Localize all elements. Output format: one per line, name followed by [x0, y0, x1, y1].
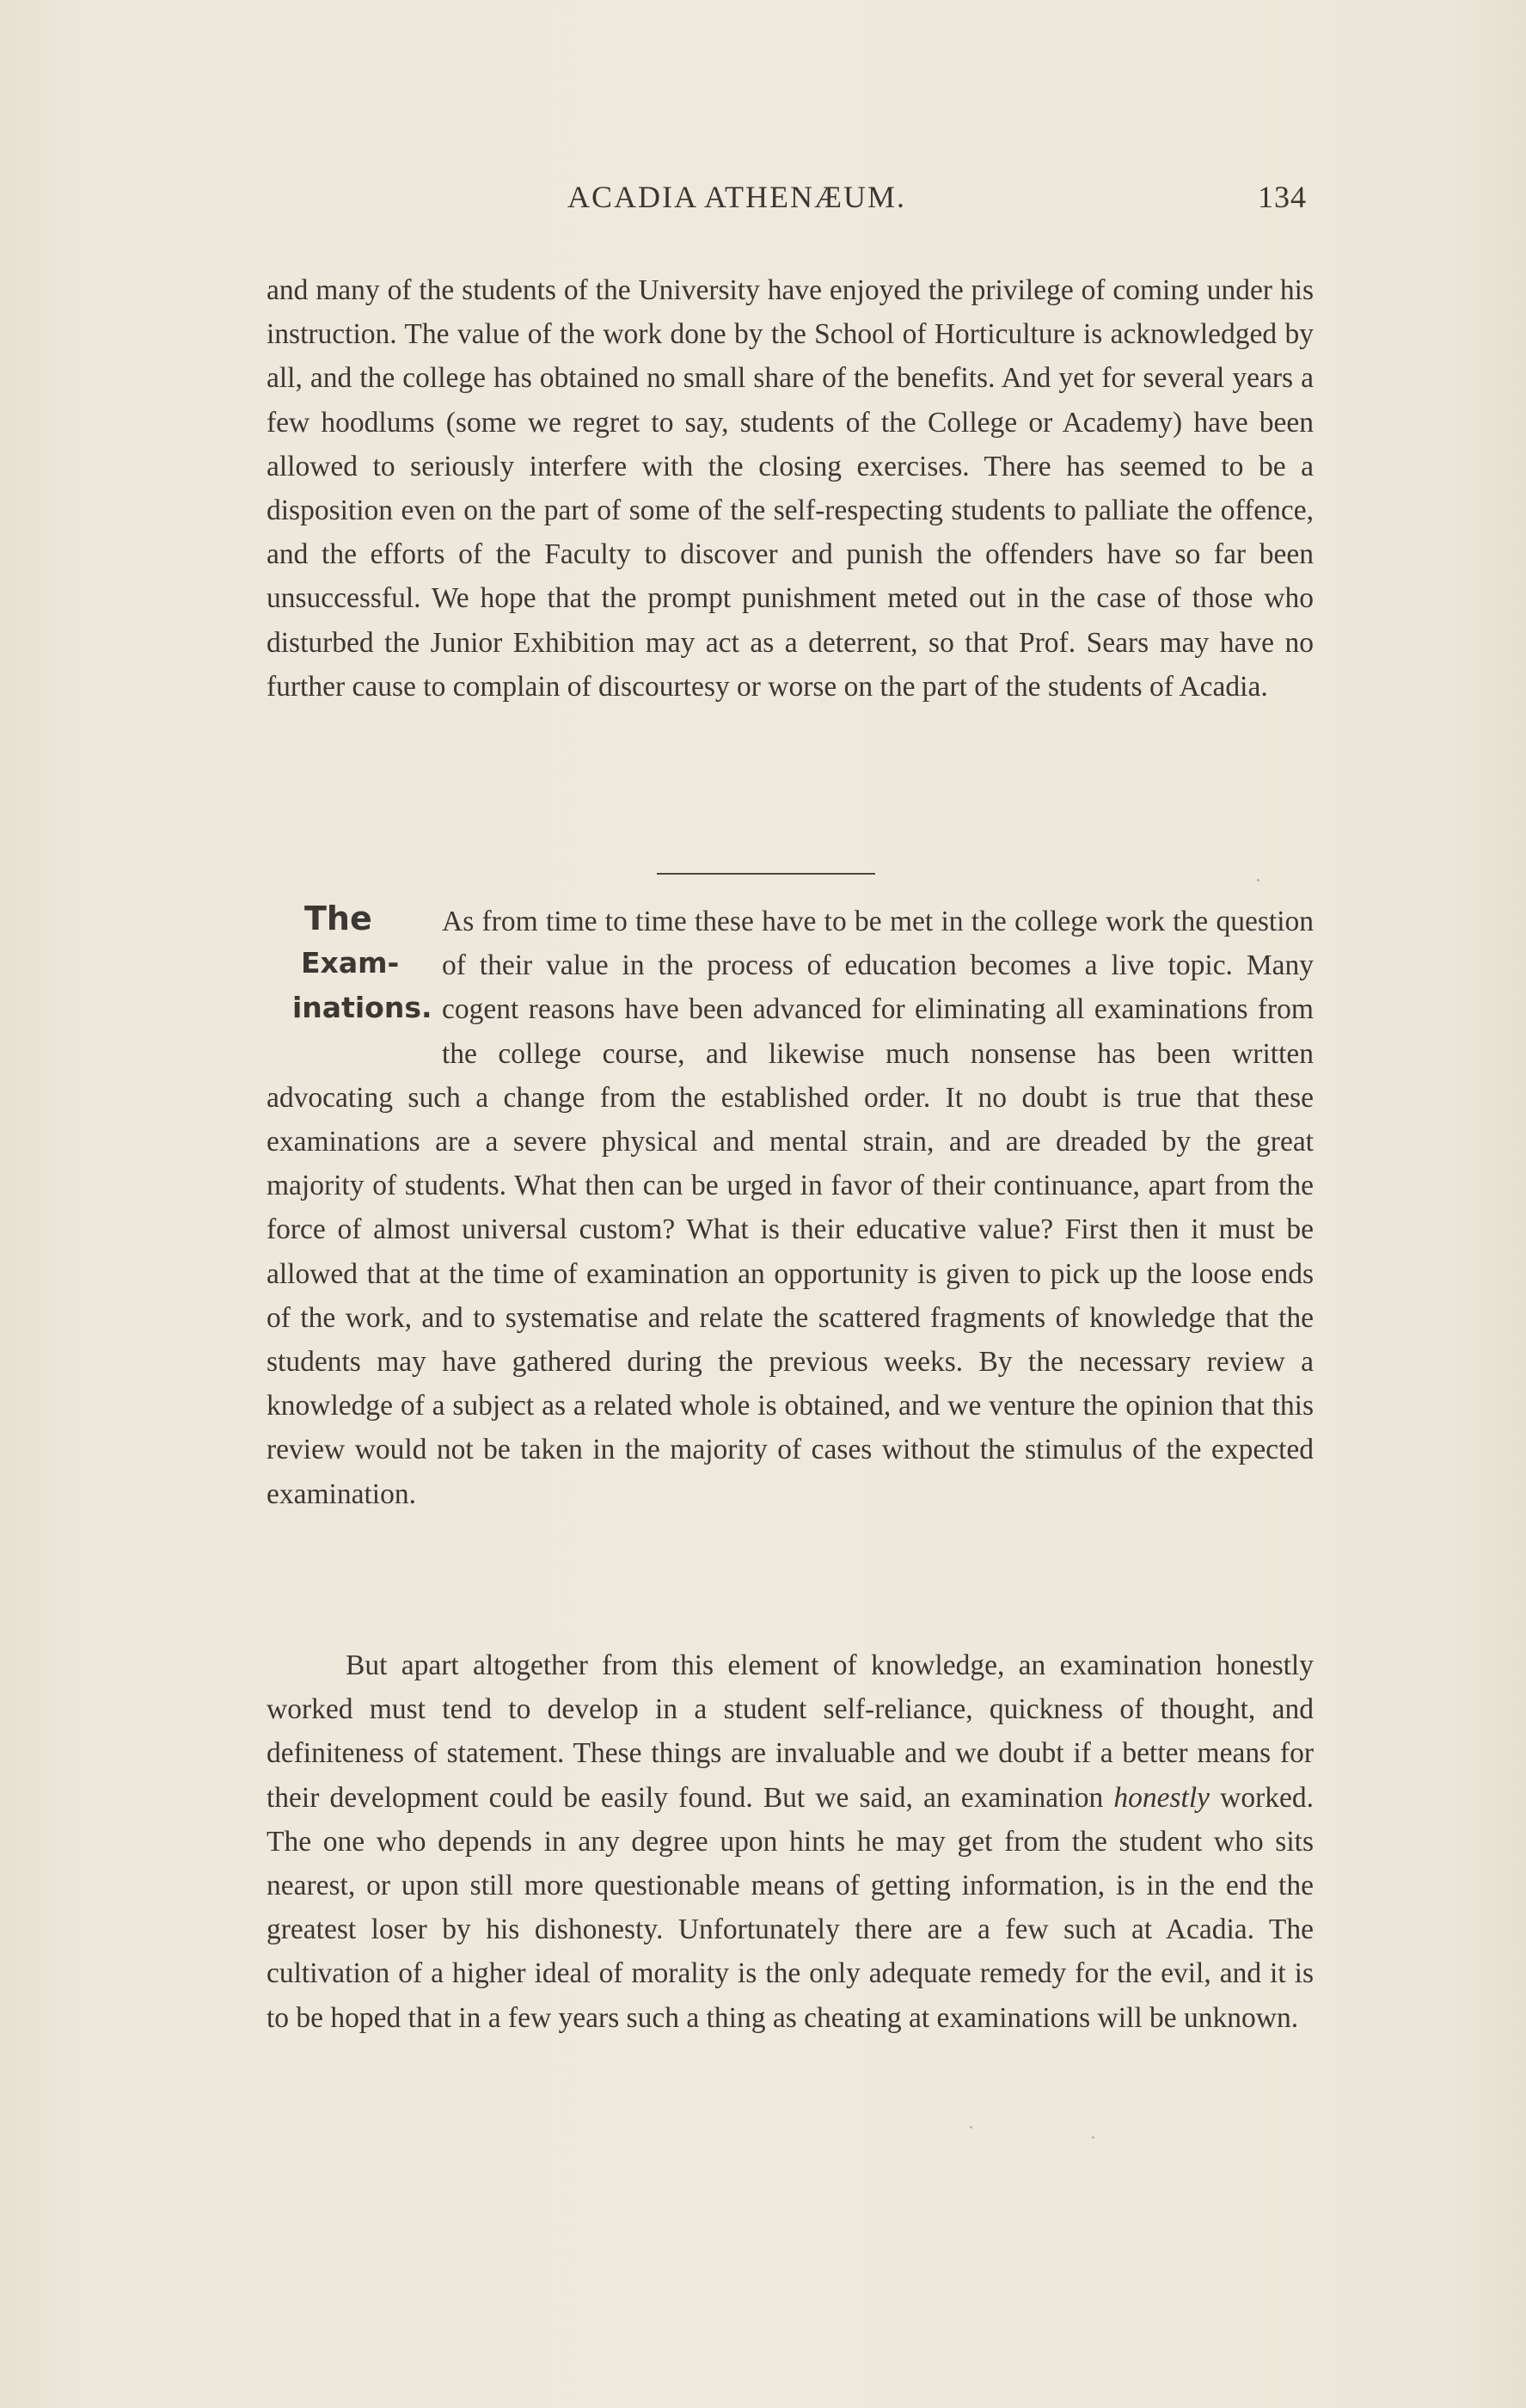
paragraph-text: As from time to time these have to be met in the college work the question of their value in the process of education becomes a live topic. Many cogent reasons have been advanced for eliminating all examinations from the college course, and likewise much nonsense has been written advocating such a change from the established order. It no doubt is true that these examinations are a severe physical and mental strain, and are dreaded by the great majority of students. What then can be urged in favor of their continuance, apart from the force of almost universal custom? What is their educative value? First then it must be allowed that at the time of examination an opportunity is given to pick up the loose ends of the work, and to systematise and relate the scattered fragments of knowledge that the students may have gathered during the previous weeks. By the necessary review a knowledge of a subject as a related whole is obtained, and we venture the opinion that this review would not be taken in the majority of cases without the stimulus of the expected examination. [267, 906, 1314, 1510]
heading-indent-space [267, 900, 442, 1075]
section-divider [657, 873, 875, 875]
paper-speck [970, 2126, 972, 2128]
paragraph-examinations [267, 900, 1314, 1516]
paragraph-text-start: But apart altogether from this element of knowledge, an examination honestly worked must tend to develop in a student self-reliance, quickness of thought, and definiteness of statement. These things are invaluable and we doubt if a better means for their development could be easily found. But we said, an examination [267, 1649, 1314, 1814]
section-heading-line: The [304, 900, 372, 937]
paragraph-horticulture [267, 268, 1314, 709]
paragraph-text: and many of the students of the University have enjoyed the privilege of coming under his instruction. The value of the work done by the School of Horticulture is acknowledged by all, and the college has obtained no small share of the benefits. And yet for several years a few hoodlums (some we regret to say, students of the College or Academy) have been allowed to seriously interfere with the closing exercises. There has seemed to be a disposition even on the part of some of the self-respecting students to palliate the offence, and the efforts of the Faculty to discover and punish the offenders have so far been unsuccessful. We hope that the prompt punishment meted out in the case of those who disturbed the Junior Exhibition may act as a deterrent, so that Prof. Sears may have no further cause to complain of discourtesy or worse on the part of the students of Acadia. [267, 274, 1314, 703]
paper-speck [1257, 879, 1259, 882]
page-number: 134 [1258, 180, 1307, 214]
running-header [567, 179, 1307, 222]
paragraph-text-end: worked. The one who depends in any degree upon hints he may get from the student who sits nearest, or upon still more questionable means of getting information, is in the end the greatest loser by his dishonesty. Unfortunately there are a few such at Acadia. The cultivation of a higher ideal of morality is the only adequate remedy for the evil, and it is to be hoped that in a few years such a thing as cheating at examinations will be unknown. [267, 1781, 1315, 2034]
section-heading-line: inations. [292, 991, 432, 1024]
journal-title: ACADIA ATHENÆUM. [567, 180, 907, 214]
paper-speck [1092, 2136, 1094, 2139]
paragraph-honesty [267, 1643, 1314, 2040]
emphasis-honestly: honestly [1113, 1781, 1210, 1814]
section-heading-line: Exam- [301, 946, 400, 980]
paragraph-text [267, 1643, 1314, 2040]
